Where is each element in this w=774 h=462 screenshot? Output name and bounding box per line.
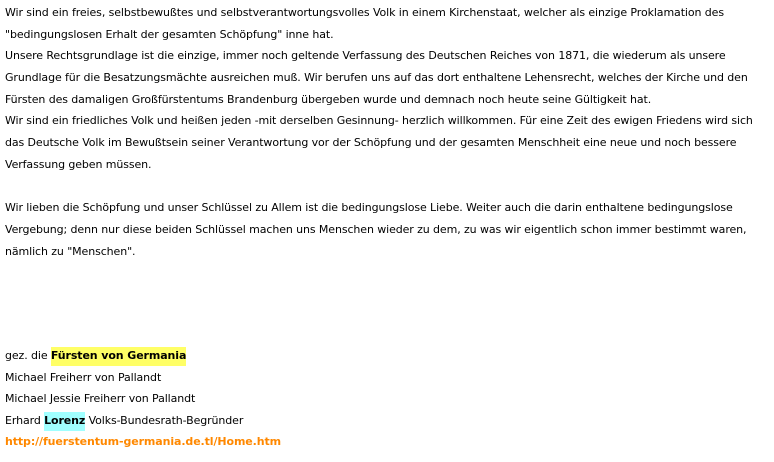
signer-surname-highlight: Lorenz xyxy=(44,412,85,431)
signer-title: Volks-Bundesrath-Begründer xyxy=(85,413,244,427)
text-line: Grundlage für die Besatzungsmächte ausreichen muß. Wir berufen uns auf das dort enthaltene Lehensrecht, welches der Kirche und den xyxy=(5,71,748,85)
text-line: "bedingungslosen Erhalt der gesamten Schöpfung" inne hat. xyxy=(5,27,334,41)
text-line: Wir lieben die Schöpfung und unser Schlüssel zu Allem ist die bedingungslose Liebe. Weiter auch die darin enthaltene bedingungslose xyxy=(5,201,733,215)
text-line: Unsere Rechtsgrundlage ist die einzige, immer noch geltende Verfassung des Deutschen Reiches von 1871, die wiederum als unsere xyxy=(5,49,726,63)
text-line: Wir sind ein friedliches Volk und heißen jeden -mit derselben Gesinnung- herzlich willkommen. Für eine Zeit des ewigen Friedens wird sich xyxy=(5,114,753,128)
paragraph-gap xyxy=(5,176,774,198)
text-line: das Deutsche Volk im Bewußtsein seiner Verantwortung vor der Schöpfung und der gesamten Menschheit eine neue und noch bessere xyxy=(5,136,737,150)
signature-line xyxy=(5,345,281,367)
text-line: nämlich zu "Menschen". xyxy=(5,244,136,258)
signer-name: Michael Freiherr von Pallandt xyxy=(5,370,162,384)
signer-first-name: Erhard xyxy=(5,413,45,427)
text-line: Fürsten des damaligen Großfürstentums Brandenburg übergeben wurde und demnach noch heute seine Gültigkeit hat. xyxy=(5,92,652,106)
text-line: Vergebung; denn nur diese beiden Schlüssel machen uns Menschen wieder zu dem, zu was wir eigentlich schon immer bestimmt waren, xyxy=(5,222,747,236)
signature-highlight: Fürsten von Germania xyxy=(51,347,186,366)
text-line: Verfassung geben müssen. xyxy=(5,157,152,171)
website-link[interactable]: http://fuerstentum-germania.de.tl/Home.htm xyxy=(5,435,281,448)
text-line: Wir sind ein freies, selbstbewußtes und selbstverantwortungsvolles Volk in einem Kirchenstaat, welcher als einzige Proklamation des xyxy=(5,6,724,19)
signer-name: Michael Jessie Freiherr von Pallandt xyxy=(5,392,196,405)
signature-block xyxy=(5,345,281,453)
signature-prefix: gez. die xyxy=(5,349,51,362)
signer-name xyxy=(5,410,281,432)
manifesto-text xyxy=(5,2,774,262)
